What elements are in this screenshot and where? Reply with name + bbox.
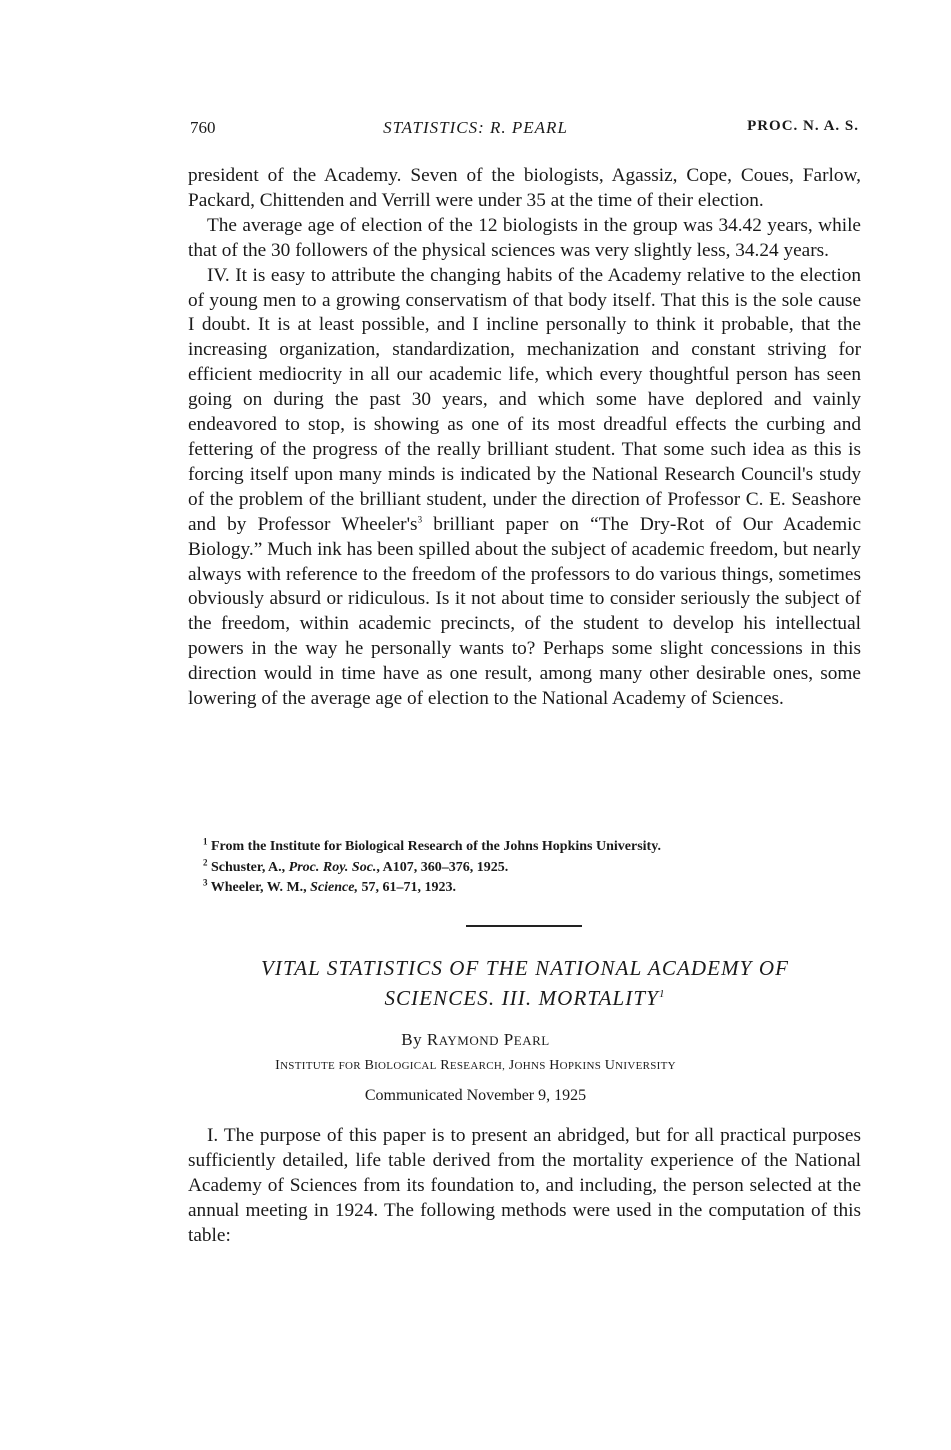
inst-word: INSTITUTE <box>275 1058 336 1073</box>
footnote-text: From the Institute for Biological Research of the Johns Hopkins University. <box>211 839 661 854</box>
article-title <box>100 955 950 1011</box>
footnote-journal: Science, <box>310 880 358 895</box>
section-divider <box>466 925 582 927</box>
footnote-pages: 360–376, 1925. <box>417 859 509 875</box>
article-intro <box>188 1124 861 1249</box>
footnote-ref: 3 <box>417 514 423 525</box>
title-line: VITAL STATISTICS OF THE NATIONAL ACADEMY OF <box>260 956 790 980</box>
paragraph: president of the Academy. Seven of the biologists, Agassiz, Cope, Coues, Farlow, Packard, Chittenden and Verrill were under 35 at the time of their election. <box>188 165 861 211</box>
paragraph-text: IV. It is easy to attribute the changing habits of the Academy relative to the election of young men to a growing conservatism of that body itself. That this is the sole cause I doubt. It is at least possible, and I incline personally to think it probable, that the increasing organization, standardization, mechanization and constant striving for efficient mediocrity in all our academic life, which every thoughtful person has seen going on during the past 30 years, and which some have deplored and vainly endeavored to stop, is showing as one of its most dreadful effects the curbing and fettering of the progress of the really brilliant student. That some such idea as this is forcing itself upon many minds is indicated by the National Research Council's study of the problem of the brilliant student, under the direction of Professor C. E. Seashore and by Professor Wheeler's <box>188 264 861 535</box>
inst-word: FOR <box>338 1060 361 1072</box>
footnote-volume: , A107, <box>376 859 418 875</box>
footnote-author: Wheeler, W. M., <box>210 880 311 895</box>
footnote <box>188 878 861 899</box>
page-number: 760 <box>190 118 216 137</box>
author-name: AYMOND <box>438 1033 500 1048</box>
footnote-number: 1 <box>203 836 208 847</box>
inst-word: RESEARCH, <box>440 1058 506 1073</box>
inst-word: UNIVERSITY <box>604 1058 676 1073</box>
author-initial: P <box>503 1030 514 1049</box>
by-label: By <box>401 1030 423 1049</box>
author-name: EARL <box>513 1033 550 1048</box>
footnote-number: 3 <box>203 877 208 888</box>
footnote-number: 2 <box>203 856 208 867</box>
footnote-pages: 61–71, 1923. <box>379 880 456 895</box>
inst-word: HOPKINS <box>549 1058 602 1073</box>
author-initial: R <box>426 1030 439 1049</box>
footnote-ref: 1 <box>658 988 666 1000</box>
title-text: SCIENCES. III. MORTALITY <box>384 986 659 1010</box>
footnotes <box>188 837 861 899</box>
journal-abbrev: PROC. N. A. S. <box>747 118 859 134</box>
inst-word: BIOLOGICAL <box>364 1058 437 1073</box>
continued-article-body <box>188 164 861 712</box>
paragraph: I. The purpose of this paper is to present an abridged, but for all practical purposes sufficiently detailed, life table derived from the mortality experience of the National Academy of Sciences from its foundation to, and including, the person selected at the annual meeting in 1924. The following methods were used in the computation of this table: <box>188 1125 861 1246</box>
footnote-volume: 57, <box>358 880 379 895</box>
title-line <box>100 981 950 1011</box>
inst-word: JOHNS <box>508 1058 546 1073</box>
footnote <box>188 858 861 879</box>
paragraph <box>188 264 861 712</box>
institution <box>0 1057 951 1074</box>
byline <box>0 1030 951 1050</box>
paragraph-text: brilliant paper on “The Dry-Rot of Our Academic Biology.” Much ink has been spilled about the subject of academic freedom, but nearly always with reference to the freedom of the professors to do various things, sometimes obviously absurd or ridiculous. Is it not about time to consider seriously the subject of the freedom, within academic precincts, of the student to develop his intellectual powers in the way he personally wants to? Perhaps some slight concessions in this direction would in time have as one result, among many other desirable ones, some lowering of the average age of election to the National Academy of Sciences. <box>188 513 862 710</box>
footnote-journal: Proc. Roy. Soc. <box>288 859 377 875</box>
paragraph: The average age of election of the 12 biologists in the group was 34.42 years, while that of the 30 followers of the physical sciences was very slightly less, 34.24 years. <box>188 214 861 261</box>
communicated-date: Communicated November 9, 1925 <box>364 1087 587 1104</box>
running-title: STATISTICS: R. PEARL <box>383 118 568 137</box>
footnote-author: Schuster, A., <box>211 859 289 875</box>
footnote <box>188 837 861 858</box>
